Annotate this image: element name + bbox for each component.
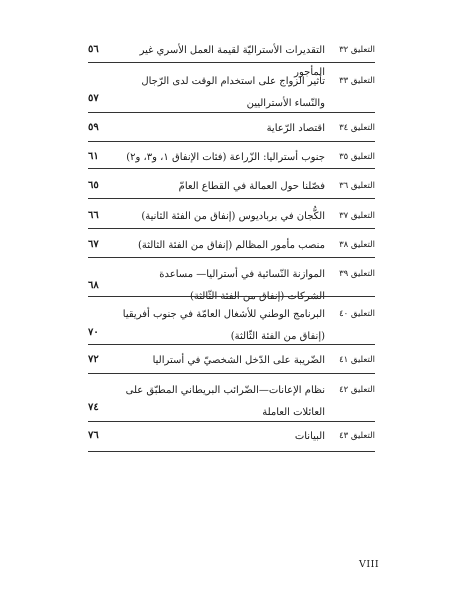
entry-title: اقتصاد الرّعاية [266,123,325,134]
entry-label: التعليق ٣٤ [339,123,375,133]
entry-label: التعليق ٤١ [339,355,375,365]
entry-title: منصب مأمور المظالم (إنفاق من الفئة الثالثة) [137,240,325,251]
divider [88,451,375,452]
entry-title: التقديرات الأستراليّة لقيمة العمل الأسري غير المأجور [139,45,325,78]
entry-title: الكُّجان في برباديوس (إنفاق من الفئة الثانية) [141,211,325,222]
entry-page: ٦٥ [88,180,99,191]
toc-entry [88,305,375,349]
entry-page: ٧٠ [88,327,99,338]
toc-entry [88,236,375,256]
entry-page: ٧٢ [88,354,99,365]
entry-title: جنوب أستراليا: الزّراعة (فئات الإنفاق ١، و٣، و٢) [126,152,325,163]
entry-title: نظام الإعانات—الضّرائب البريطاني المطبّق على العائلات العاملة [125,385,325,418]
entry-title: تأثير الزواج على استخدام الوقت لدى الرّجال والنّساء الأستراليين [141,76,325,109]
entry-page: ٦٧ [88,239,99,250]
entry-label: التعليق ٣٦ [339,181,375,191]
divider [88,344,375,345]
entry-page: ٥٩ [88,122,99,133]
entry-title: البيانات [294,431,325,442]
entry-label: التعليق ٣٢ [339,45,375,55]
entry-page: ٦٨ [88,280,99,291]
entry-label: التعليق ٣٥ [339,152,375,162]
divider [88,62,375,63]
entry-label: التعليق ٣٧ [339,211,375,221]
entry-label: التعليق ٤٣ [339,431,375,441]
toc-entry [88,265,375,309]
entry-page: ٥٦ [88,44,99,55]
entry-label: التعليق ٣٩ [339,269,375,279]
toc-entry [88,427,375,447]
entry-page: ٦١ [88,151,99,162]
divider [88,198,375,199]
entry-page: ٧٦ [88,430,99,441]
entry-label: التعليق ٣٣ [339,76,375,86]
toc-entry [88,148,375,168]
entry-title: فصّلنا حول العمالة في القطاع العامّ [178,181,325,192]
toc-entry [88,351,375,371]
toc-entry [88,381,375,425]
entry-page: ٧٤ [88,402,99,413]
divider [88,141,375,142]
divider [88,296,375,297]
toc-entry [88,72,375,110]
toc-entry [88,177,375,197]
entry-title: الموازنة النّسائية في أستراليا— مساعدة الشركات (إنفاق من الفئة الثّالثة) [159,269,325,302]
entry-title: البرنامج الوطني للأشغال العامّة في جنوب أفريقيا (إنفاق من الفئة الثّالثة) [122,309,325,342]
divider [88,257,375,258]
divider [88,373,375,374]
page-number: VIII [359,559,380,570]
entry-page: ٥٧ [88,93,99,104]
entry-label: التعليق ٤٢ [339,385,375,395]
divider [88,228,375,229]
divider [88,421,375,422]
toc-entry [88,207,375,227]
entry-title: الضّريبة على الدّخل الشخصيّ في أستراليا [152,355,325,366]
divider [88,112,375,113]
entry-label: التعليق ٣٨ [339,240,375,250]
toc-entry [88,41,375,78]
divider [88,168,375,169]
entry-page: ٦٦ [88,210,99,221]
entry-label: التعليق ٤٠ [339,309,375,319]
toc-entry [88,119,375,139]
